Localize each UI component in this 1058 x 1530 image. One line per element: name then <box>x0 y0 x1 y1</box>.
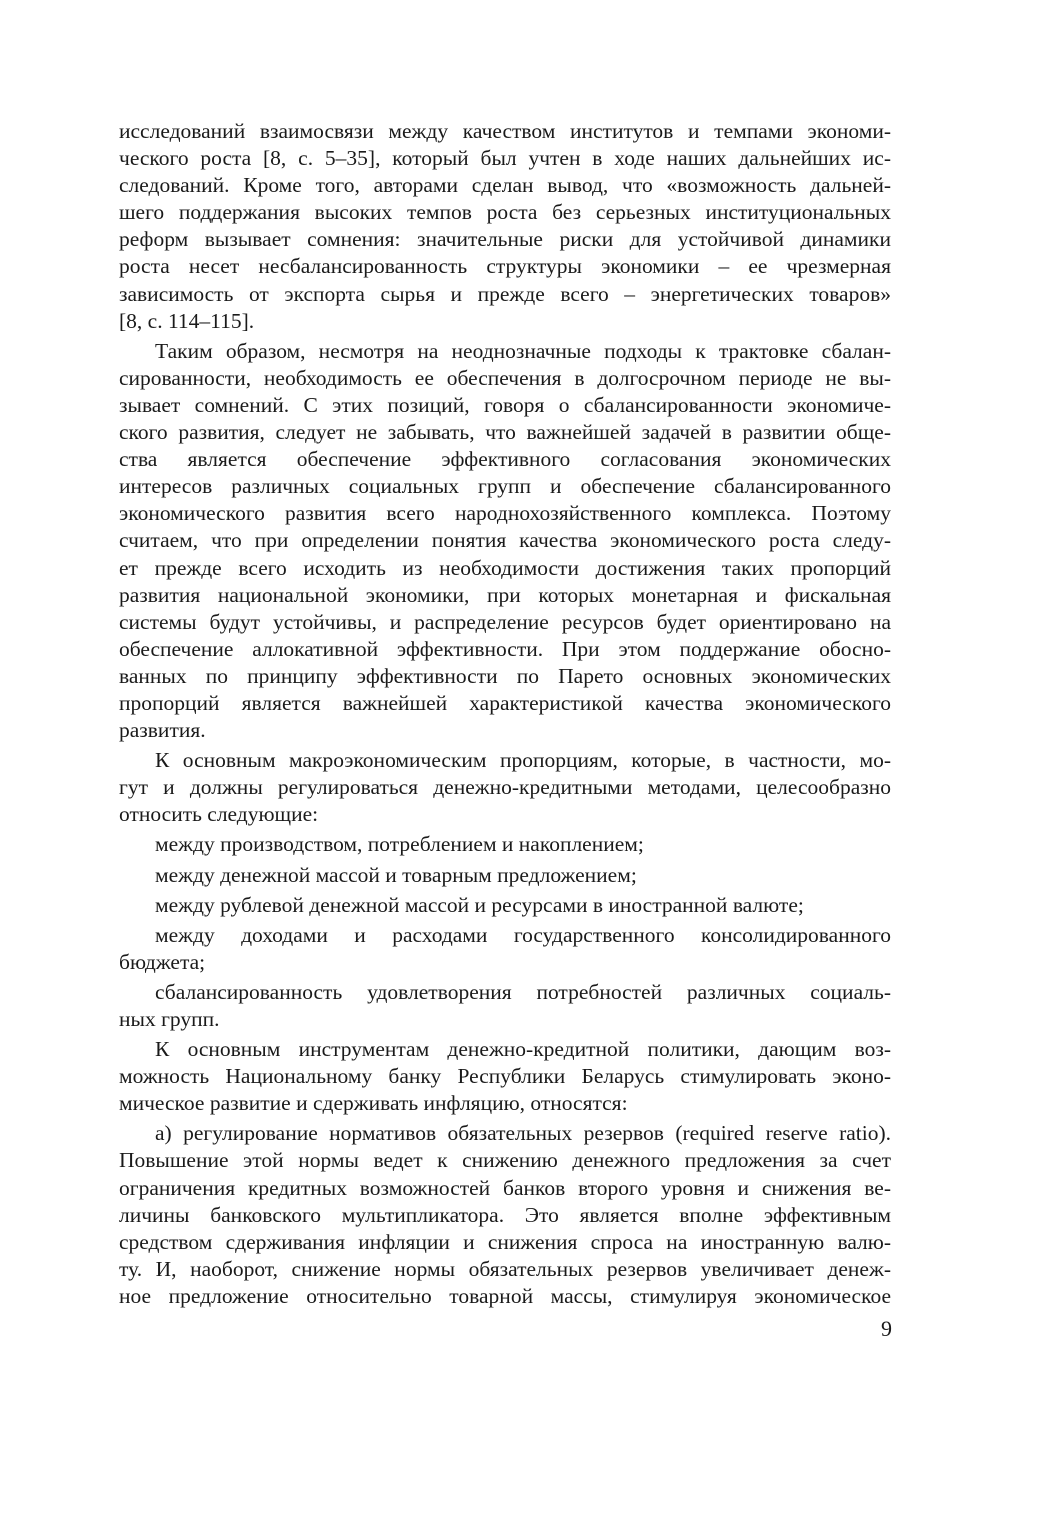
text-line: шего поддержания высоких темпов роста без серьезных институциональных <box>119 200 891 225</box>
text-line: средством сдерживания инфляции и снижения спроса на иностранную валю- <box>119 1229 891 1254</box>
text-line: зависимость от экспорта сырья и прежде всего – энергетических товаров» <box>119 281 891 306</box>
text-line: роста несет несбалансированность структуры экономики – ее чрезмерная <box>119 254 891 279</box>
text-line: обеспечение аллокативной эффективности. При этом поддержание обосно- <box>119 636 891 661</box>
list-item <box>119 979 891 1033</box>
text-line: ных групп. <box>119 1007 220 1031</box>
list-item <box>119 892 891 919</box>
text-line: системы будут устойчивы, и распределение ресурсов будет ориентировано на <box>119 609 891 634</box>
paragraph <box>119 338 891 744</box>
text-line: Повышение этой нормы ведет к снижению денежного предложения за счет <box>119 1148 891 1173</box>
text-line: ческого роста [8, с. 5–35], который был учтен в ходе наших дальнейших ис- <box>119 146 891 171</box>
text-line: [8, с. 114–115]. <box>119 308 255 333</box>
text-line: пропорций является важнейшей характеристикой качества экономического <box>119 690 891 715</box>
text-line: ное предложение относительно товарной массы, стимулируя экономическое <box>119 1283 891 1308</box>
body-text <box>119 118 891 1310</box>
text-line: можность Национальному банку Республики Беларусь стимулировать эконо- <box>119 1064 891 1089</box>
text-line: зывает сомнений. С этих позиций, говоря о сбалансированности экономиче- <box>119 392 891 417</box>
list-item <box>119 862 891 889</box>
text-line: К основным макроэкономическим пропорциям, которые, в частности, мо- <box>155 748 891 773</box>
text-line: бюджета; <box>119 949 206 974</box>
list-item <box>119 831 891 858</box>
text-line: реформ вызывает сомнения: значительные риски для устойчивой динамики <box>119 227 891 252</box>
paragraph <box>119 118 891 335</box>
list-item <box>119 922 891 976</box>
text-line: ства является обеспечение эффективного согласования экономических <box>119 447 891 472</box>
text-line: ского развития, следует не забывать, что важнейшей задачей в развитии обще- <box>119 420 891 445</box>
text-line: следований. Кроме того, авторами сделан вывод, что «возможность дальней- <box>119 173 891 198</box>
text-line: между производством, потреблением и накоплением; <box>155 832 644 857</box>
paragraph <box>119 1036 891 1117</box>
page-number: 9 <box>881 1316 892 1341</box>
text-line: личины банковского мультипликатора. Это является вполне эффективным <box>119 1202 891 1227</box>
text-line: мическое развитие и сдерживать инфляцию, относятся: <box>119 1091 628 1116</box>
text-line: а) регулирование нормативов обязательных резервов (required reserve ratio). <box>155 1121 891 1146</box>
text-line: между денежной массой и товарным предложением; <box>155 862 637 887</box>
text-line: К основным инструментам денежно-кредитной политики, дающим воз- <box>155 1037 891 1062</box>
text-line: гут и должны регулироваться денежно-кредитными методами, целесообразно <box>119 775 891 800</box>
text-line: интересов различных социальных групп и обеспечение сбалансированного <box>119 474 891 499</box>
text-line: между доходами и расходами государственного консолидированного <box>155 922 891 947</box>
text-line: относить следующие: <box>119 802 319 827</box>
text-line: развития национальной экономики, при которых монетарная и фискальная <box>119 582 891 607</box>
paragraph <box>119 1120 891 1310</box>
text-line: ванных по принципу эффективности по Парето основных экономических <box>119 663 891 688</box>
text-line: ет прежде всего исходить из необходимости достижения таких пропорций <box>119 555 891 580</box>
text-line: Таким образом, несмотря на неоднозначные подходы к трактовке сбалан- <box>155 338 891 363</box>
text-line: ограничения кредитных возможностей банков второго уровня и снижения ве- <box>119 1175 891 1200</box>
text-line: между рублевой денежной массой и ресурсами в иностранной валюте; <box>155 892 804 917</box>
text-line: ту. И, наоборот, снижение нормы обязательных резервов увеличивает денеж- <box>119 1256 891 1281</box>
text-line: сированности, необходимость ее обеспечения в долгосрочном периоде не вы- <box>119 365 891 390</box>
text-line: экономического развития всего народнохозяйственного комплекса. Поэтому <box>119 501 891 526</box>
text-line: развития. <box>119 718 206 743</box>
paragraph <box>119 747 891 828</box>
text-line: сбалансированность удовлетворения потребностей различных социаль- <box>155 979 891 1004</box>
text-line: исследований взаимосвязи между качеством институтов и темпами экономи- <box>119 119 891 143</box>
text-line: считаем, что при определении понятия качества экономического роста следу- <box>119 528 891 553</box>
